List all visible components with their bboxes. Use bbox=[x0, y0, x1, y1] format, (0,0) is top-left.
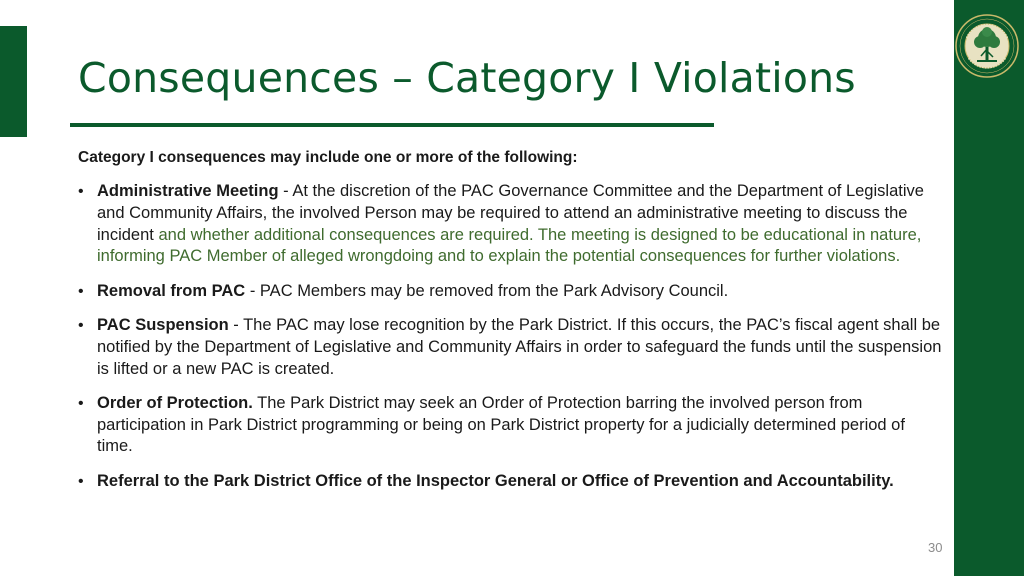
bullet-heading: Order of Protection. bbox=[97, 393, 253, 412]
bullet-text: The PAC may lose recognition by the Park District. If this occurs, the PAC’s fiscal agent shall be notified by the Department of Legislative and Community Affairs in order to safeguard the funds until the suspension is lifted or a new PAC is created. bbox=[97, 315, 942, 378]
consequence-list bbox=[78, 181, 944, 505]
list-item-referral bbox=[78, 471, 944, 493]
title-underline bbox=[70, 123, 714, 127]
bullet-text: PAC Members may be removed from the Park Advisory Council. bbox=[259, 281, 729, 300]
bullet-marker: • bbox=[78, 316, 84, 334]
bullet-marker: • bbox=[78, 183, 84, 200]
list-item-administrative-meeting bbox=[78, 181, 944, 268]
page-number: 30 bbox=[928, 540, 943, 555]
bullet-text: The Park District may seek an Order of Protection barring the involved person from participation in Park District programming or being on Park District property for a judicially determined period of time. bbox=[97, 393, 905, 456]
bullet-heading: Referral to the Park District Office of the Inspector General or Office of Prevention and Accountability. bbox=[97, 471, 894, 490]
bullet-marker: • bbox=[78, 472, 84, 490]
bullet-marker: • bbox=[78, 282, 84, 300]
park-district-seal-logo bbox=[955, 14, 1019, 78]
slide-title: Consequences – Category I Violations bbox=[78, 54, 856, 102]
left-accent-bar bbox=[0, 26, 27, 137]
bullet-heading: Removal from PAC bbox=[97, 281, 246, 300]
bullet-text-highlight: and whether additional consequences are required. The meeting is designed to be educational in nature, informing PAC Member of alleged wrongdoing and to explain the potential consequences for further violations. bbox=[97, 225, 922, 266]
list-item-removal-from-pac bbox=[78, 281, 944, 303]
bullet-separator: - bbox=[245, 281, 260, 300]
list-item-pac-suspension bbox=[78, 315, 944, 380]
list-item-order-of-protection bbox=[78, 393, 944, 458]
bullet-separator: - bbox=[278, 182, 293, 200]
intro-text: Category I consequences may include one or more of the following: bbox=[78, 149, 578, 166]
bullet-heading: Administrative Meeting bbox=[97, 182, 279, 200]
bullet-heading: PAC Suspension bbox=[97, 315, 229, 334]
bullet-separator: - bbox=[228, 315, 244, 334]
bullet-text: At the discretion of the PAC Governance Committee and the Department of Legislative and Community Affairs, the involved Person may be required to attend an administrative meeting to discuss the incident bbox=[97, 182, 924, 244]
bullet-marker: • bbox=[78, 394, 84, 412]
right-brand-band bbox=[954, 0, 1024, 576]
